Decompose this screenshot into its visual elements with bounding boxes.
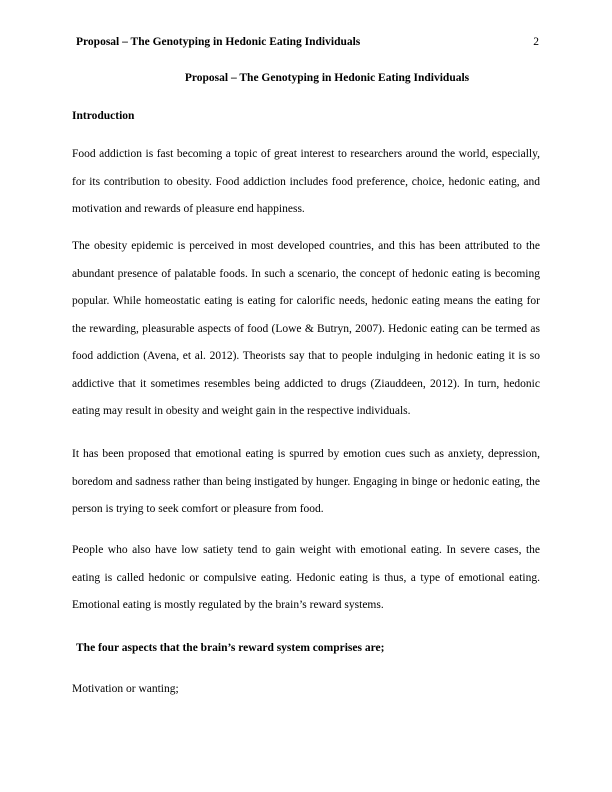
running-header-title: Proposal – The Genotyping in Hedonic Eating Individuals — [76, 36, 361, 48]
first-aspect-text: Motivation or wanting; — [72, 683, 179, 695]
introduction-heading: Introduction — [72, 110, 135, 122]
page-number: 2 — [533, 36, 539, 48]
paragraph-1: Food addiction is fast becoming a topic of great interest to researchers around the world, especially, for its contribution to obesity. Food addiction includes food preference, choice, hedonic eating, and motivation and rewards of pleasure end happiness. — [72, 148, 540, 215]
paragraph-4: People who also have low satiety tend to gain weight with emotional eating. In severe cases, the eating is called hedonic or compulsive eating. Hedonic eating is thus, a type of emotional eating. Emotional eating is mostly regulated by the brain’s reward systems. — [72, 544, 540, 611]
page-header — [76, 36, 539, 52]
document-title: Proposal – The Genotyping in Hedonic Eating Individuals — [184, 72, 470, 84]
paragraph-2: The obesity epidemic is perceived in most developed countries, and this has been attributed to the abundant presence of palatable foods. In such a scenario, the concept of hedonic eating is becoming popular. While homeostatic eating is eating for calorific needs, hedonic eating means the eating for the rewarding, pleasurable aspects of food (Lowe & Butryn, 2007). Hedonic eating can be termed as food addiction (Avena, et al. 2012). Theorists say that to people indulging in hedonic eating it is so addictive that it sometimes resembles being addicted to drugs (Ziauddeen, 2012). In turn, hedonic eating may result in obesity and weight gain in the respective individuals. — [72, 240, 540, 417]
aspects-heading: The four aspects that the brain’s reward system comprises are; — [76, 642, 385, 654]
paragraph-3: It has been proposed that emotional eating is spurred by emotion cues such as anxiety, depression, boredom and sadness rather than being instigated by hunger. Engaging in binge or hedonic eating, the person is trying to seek comfort or pleasure from food. — [72, 448, 540, 515]
